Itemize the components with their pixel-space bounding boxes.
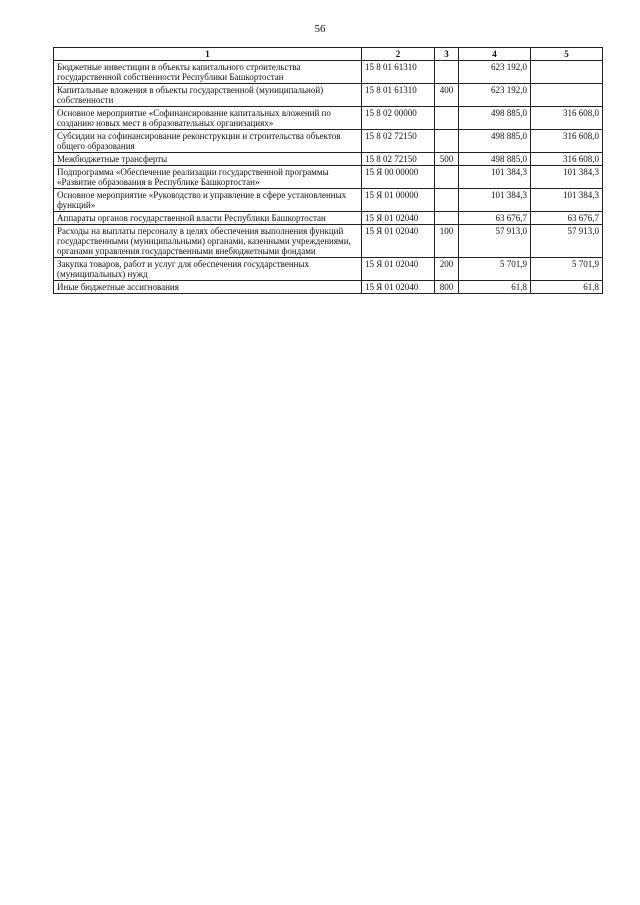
row-code: 15 8 02 72150 [362,130,435,153]
row-amount-col4: 101 384,3 [459,189,531,212]
row-code: 15 Я 01 02040 [362,281,435,294]
table-row [54,225,603,258]
row-name: Капитальные вложения в объекты государственной (муниципальной) собственности [54,84,362,107]
table-row [54,153,603,166]
row-type [435,212,459,225]
row-amount-col5: 63 676,7 [531,212,603,225]
header-col-3: 3 [435,48,459,61]
row-amount-col4: 101 384,3 [459,166,531,189]
row-amount-col5: 61,8 [531,281,603,294]
row-amount-col5: 57 913,0 [531,225,603,258]
row-code: 15 Я 01 00000 [362,189,435,212]
table-row [54,189,603,212]
row-type [435,189,459,212]
table-row [54,281,603,294]
row-amount-col4: 5 701,9 [459,258,531,281]
row-type [435,130,459,153]
header-col-5: 5 [531,48,603,61]
row-code: 15 Я 01 02040 [362,225,435,258]
header-col-2: 2 [362,48,435,61]
row-amount-col5: 316 608,0 [531,130,603,153]
table-row [54,107,603,130]
row-type [435,107,459,130]
row-type: 800 [435,281,459,294]
row-amount-col5: 101 384,3 [531,189,603,212]
row-name: Расходы на выплаты персоналу в целях обеспечения выполнения функций государственными (муниципальными) органами, казенными учреждениями, органами управления государственными внебюджетными фондами [54,225,362,258]
row-amount-col5 [531,61,603,84]
table-row [54,166,603,189]
budget-table [53,47,603,294]
row-name: Аппараты органов государственной власти Республики Башкортостан [54,212,362,225]
table-row [54,130,603,153]
row-name: Межбюджетные трансферты [54,153,362,166]
row-type: 400 [435,84,459,107]
row-code: 15 Я 01 02040 [362,258,435,281]
page-number: 56 [314,23,326,35]
row-code: 15 8 01 61310 [362,61,435,84]
row-amount-col4: 61,8 [459,281,531,294]
row-amount-col4: 57 913,0 [459,225,531,258]
row-code: 15 8 02 72150 [362,153,435,166]
row-amount-col5: 316 608,0 [531,153,603,166]
row-amount-col4: 498 885,0 [459,153,531,166]
table-row [54,61,603,84]
row-amount-col4: 623 192,0 [459,84,531,107]
row-type: 100 [435,225,459,258]
table-row [54,258,603,281]
row-code: 15 Я 00 00000 [362,166,435,189]
row-amount-col4: 498 885,0 [459,107,531,130]
row-amount-col4: 623 192,0 [459,61,531,84]
row-name: Закупка товаров, работ и услуг для обеспечения государственных (муниципальных) нужд [54,258,362,281]
row-type [435,61,459,84]
table-row [54,84,603,107]
header-col-1: 1 [54,48,362,61]
row-name: Подпрограмма «Обеспечение реализации государственной программы «Развитие образования в Республике Башкортостан» [54,166,362,189]
table-header-row [54,48,603,61]
row-name: Иные бюджетные ассигнования [54,281,362,294]
row-amount-col5 [531,84,603,107]
row-type [435,166,459,189]
header-col-4: 4 [459,48,531,61]
row-amount-col5: 316 608,0 [531,107,603,130]
table-body [54,61,603,294]
row-amount-col4: 498 885,0 [459,130,531,153]
row-name: Бюджетные инвестиции в объекты капитального строительства государственной собственности Республики Башкортостан [54,61,362,84]
row-amount-col4: 63 676,7 [459,212,531,225]
row-code: 15 8 02 00000 [362,107,435,130]
row-name: Основное мероприятие «Руководство и управление в сфере установленных функций» [54,189,362,212]
row-name: Основное мероприятие «Софинансирование капитальных вложений по созданию новых мест в образовательных организациях» [54,107,362,130]
row-amount-col5: 101 384,3 [531,166,603,189]
row-amount-col5: 5 701,9 [531,258,603,281]
row-code: 15 Я 01 02040 [362,212,435,225]
row-name: Субсидии на софинансирование реконструкции и строительства объектов общего образования [54,130,362,153]
row-type: 200 [435,258,459,281]
table-row [54,212,603,225]
row-type: 500 [435,153,459,166]
row-code: 15 8 01 61310 [362,84,435,107]
